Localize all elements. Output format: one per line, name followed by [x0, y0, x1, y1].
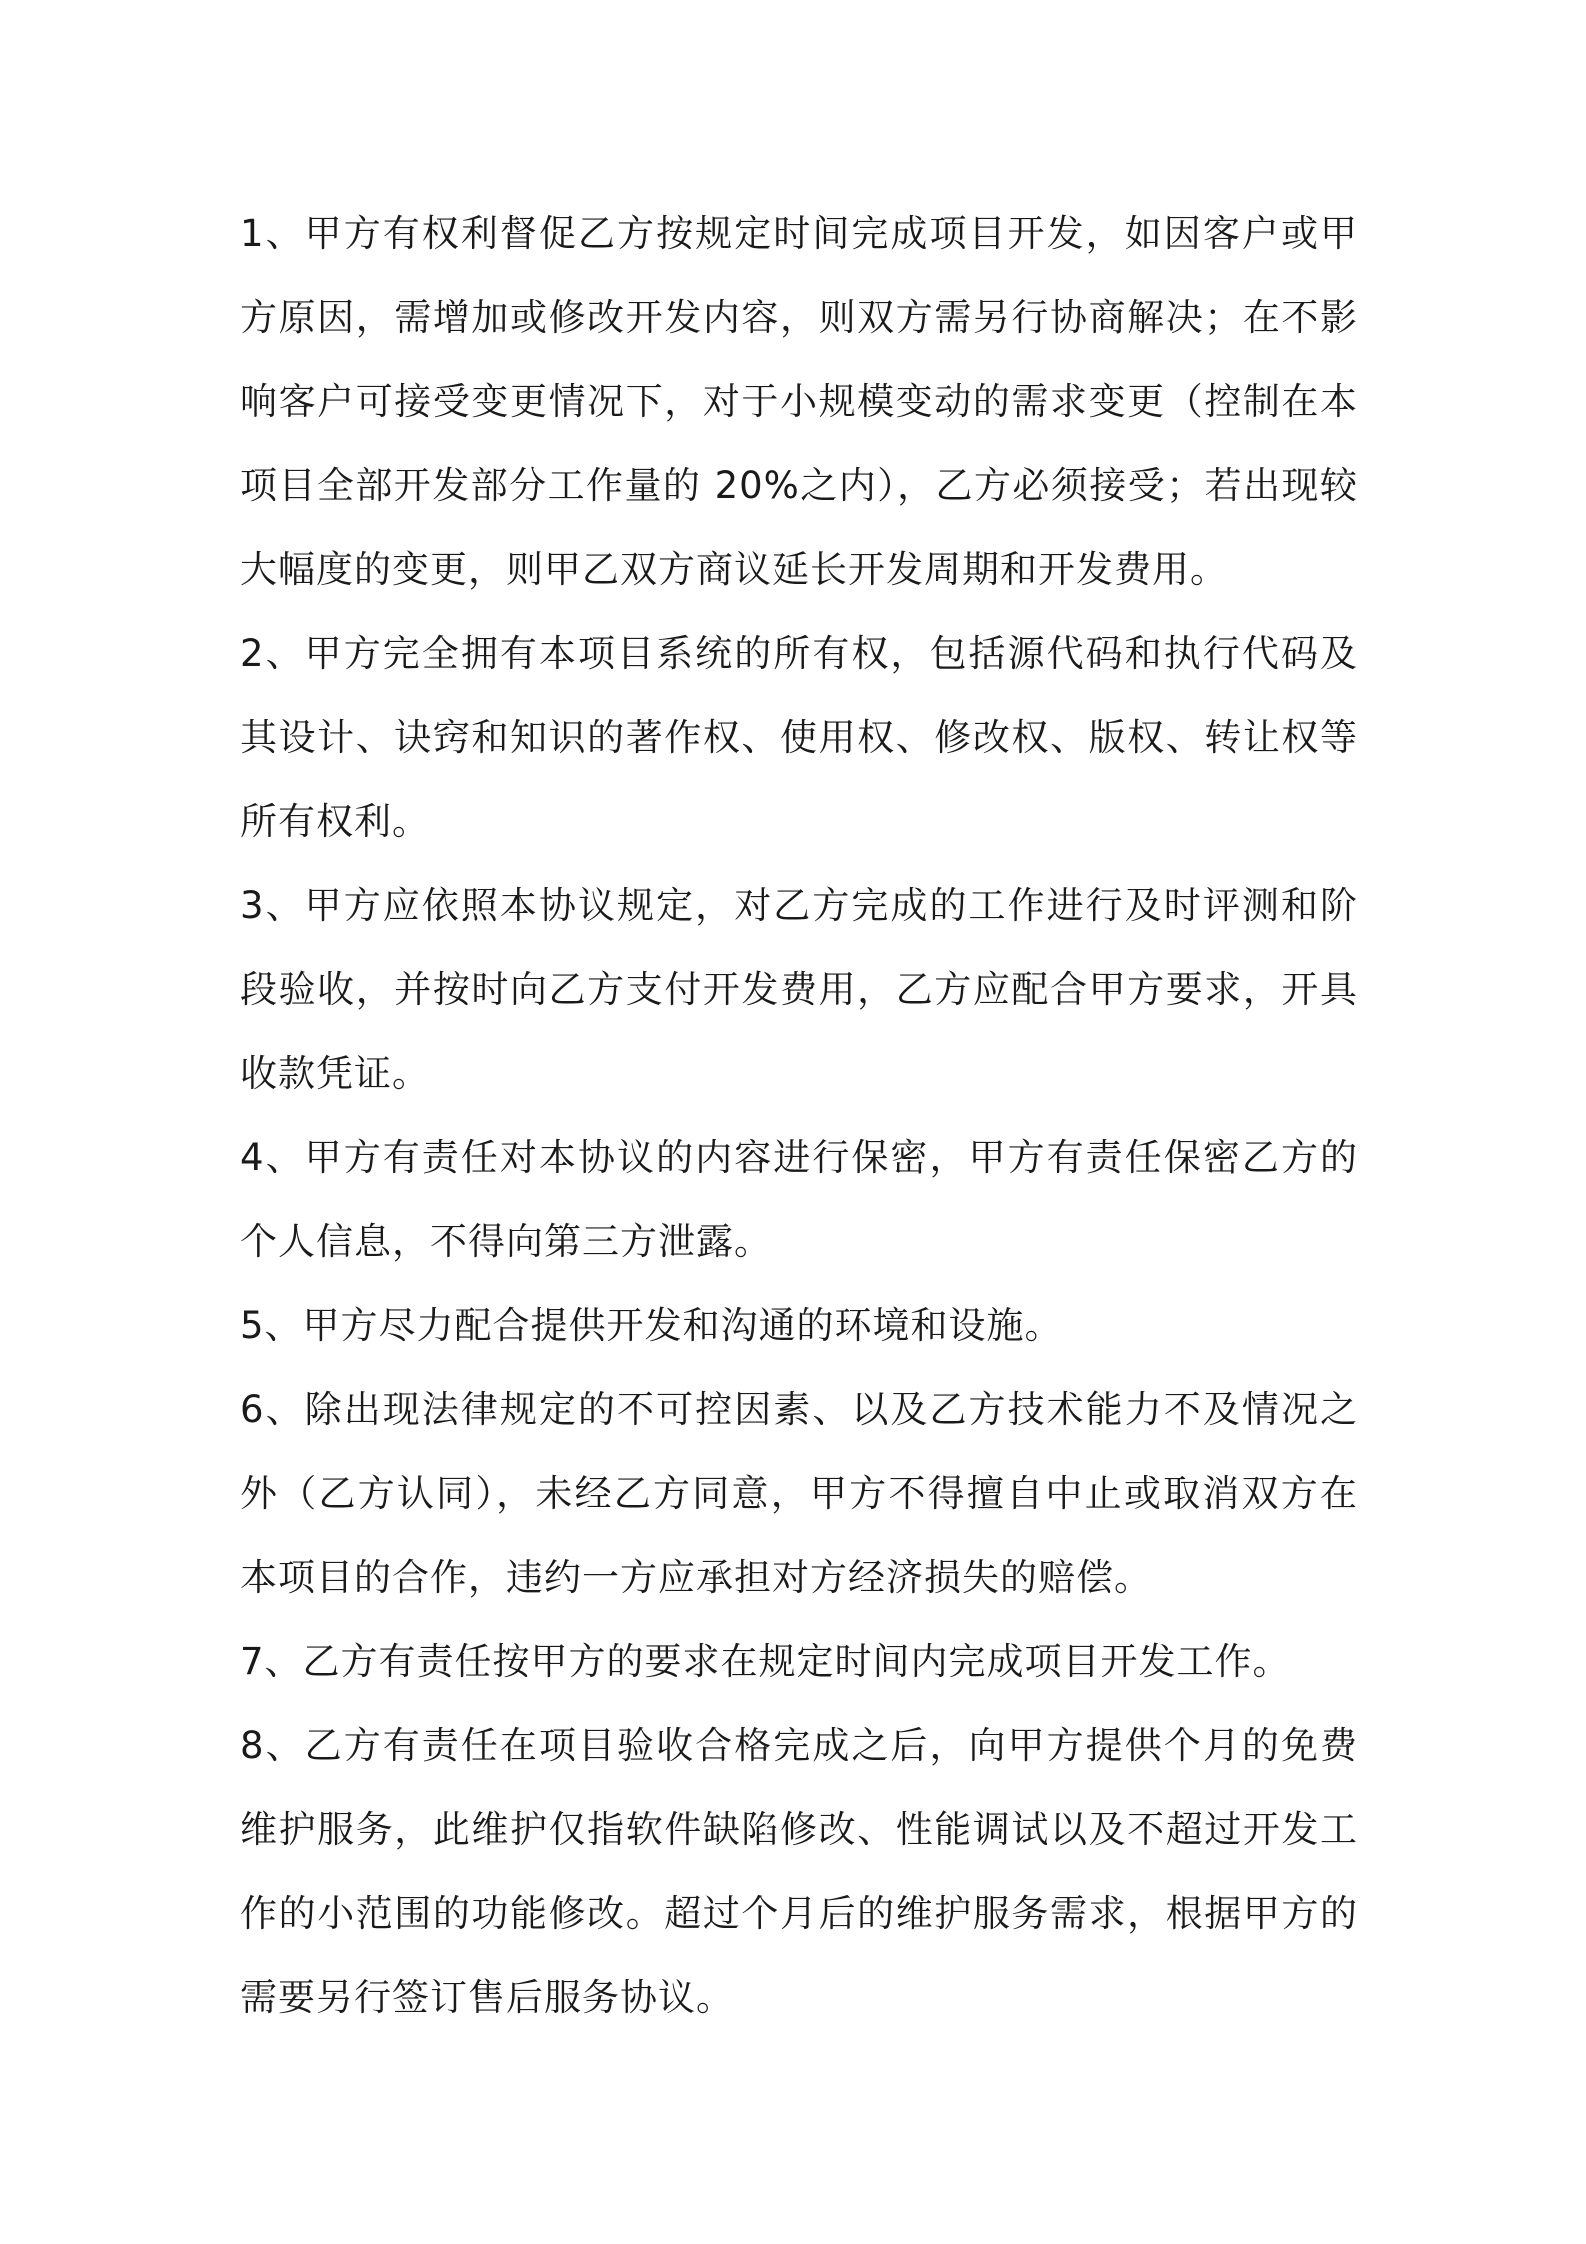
contract-clauses [240, 192, 1358, 2040]
clause-6: 6、除出现法律规定的不可控因素、以及乙方技术能力不及情况之外（乙方认同），未经乙方同意，甲方不得擅自中止或取消双方在本项目的合作，违约一方应承担对方经济损失的赔偿。 [240, 1388, 1358, 1599]
clause-5: 5、甲方尽力配合提供开发和沟通的环境和设施。 [240, 1304, 1063, 1347]
clause-2: 2、甲方完全拥有本项目系统的所有权，包括源代码和执行代码及其设计、诀窍和知识的著作权、使用权、修改权、版权、转让权等所有权利。 [240, 632, 1358, 843]
clause-8: 8、乙方有责任在项目验收合格完成之后，向甲方提供个月的免费维护服务，此维护仅指软件缺陷修改、性能调试以及不超过开发工作的小范围的功能修改。超过个月后的维护服务需求，根据甲方的需要另行签订售后服务协议。 [240, 1724, 1358, 2019]
clause-7: 7、乙方有责任按甲方的要求在规定时间内完成项目开发工作。 [240, 1640, 1291, 1683]
clause-3: 3、甲方应依照本协议规定，对乙方完成的工作进行及时评测和阶段验收，并按时向乙方支付开发费用，乙方应配合甲方要求，开具收款凭证。 [240, 884, 1358, 1095]
clause-4: 4、甲方有责任对本协议的内容进行保密，甲方有责任保密乙方的个人信息，不得向第三方泄露。 [240, 1136, 1358, 1263]
clause-1: 1、甲方有权利督促乙方按规定时间完成项目开发，如因客户或甲方原因，需增加或修改开发内容，则双方需另行协商解决；在不影响客户可接受变更情况下，对于小规模变动的需求变更（控制在本项目全部开发部分工作量的 20%之内），乙方必须接受；若出现较大幅度的变更，则甲乙双方商议延长开发周期和开发费用。 [240, 212, 1358, 591]
